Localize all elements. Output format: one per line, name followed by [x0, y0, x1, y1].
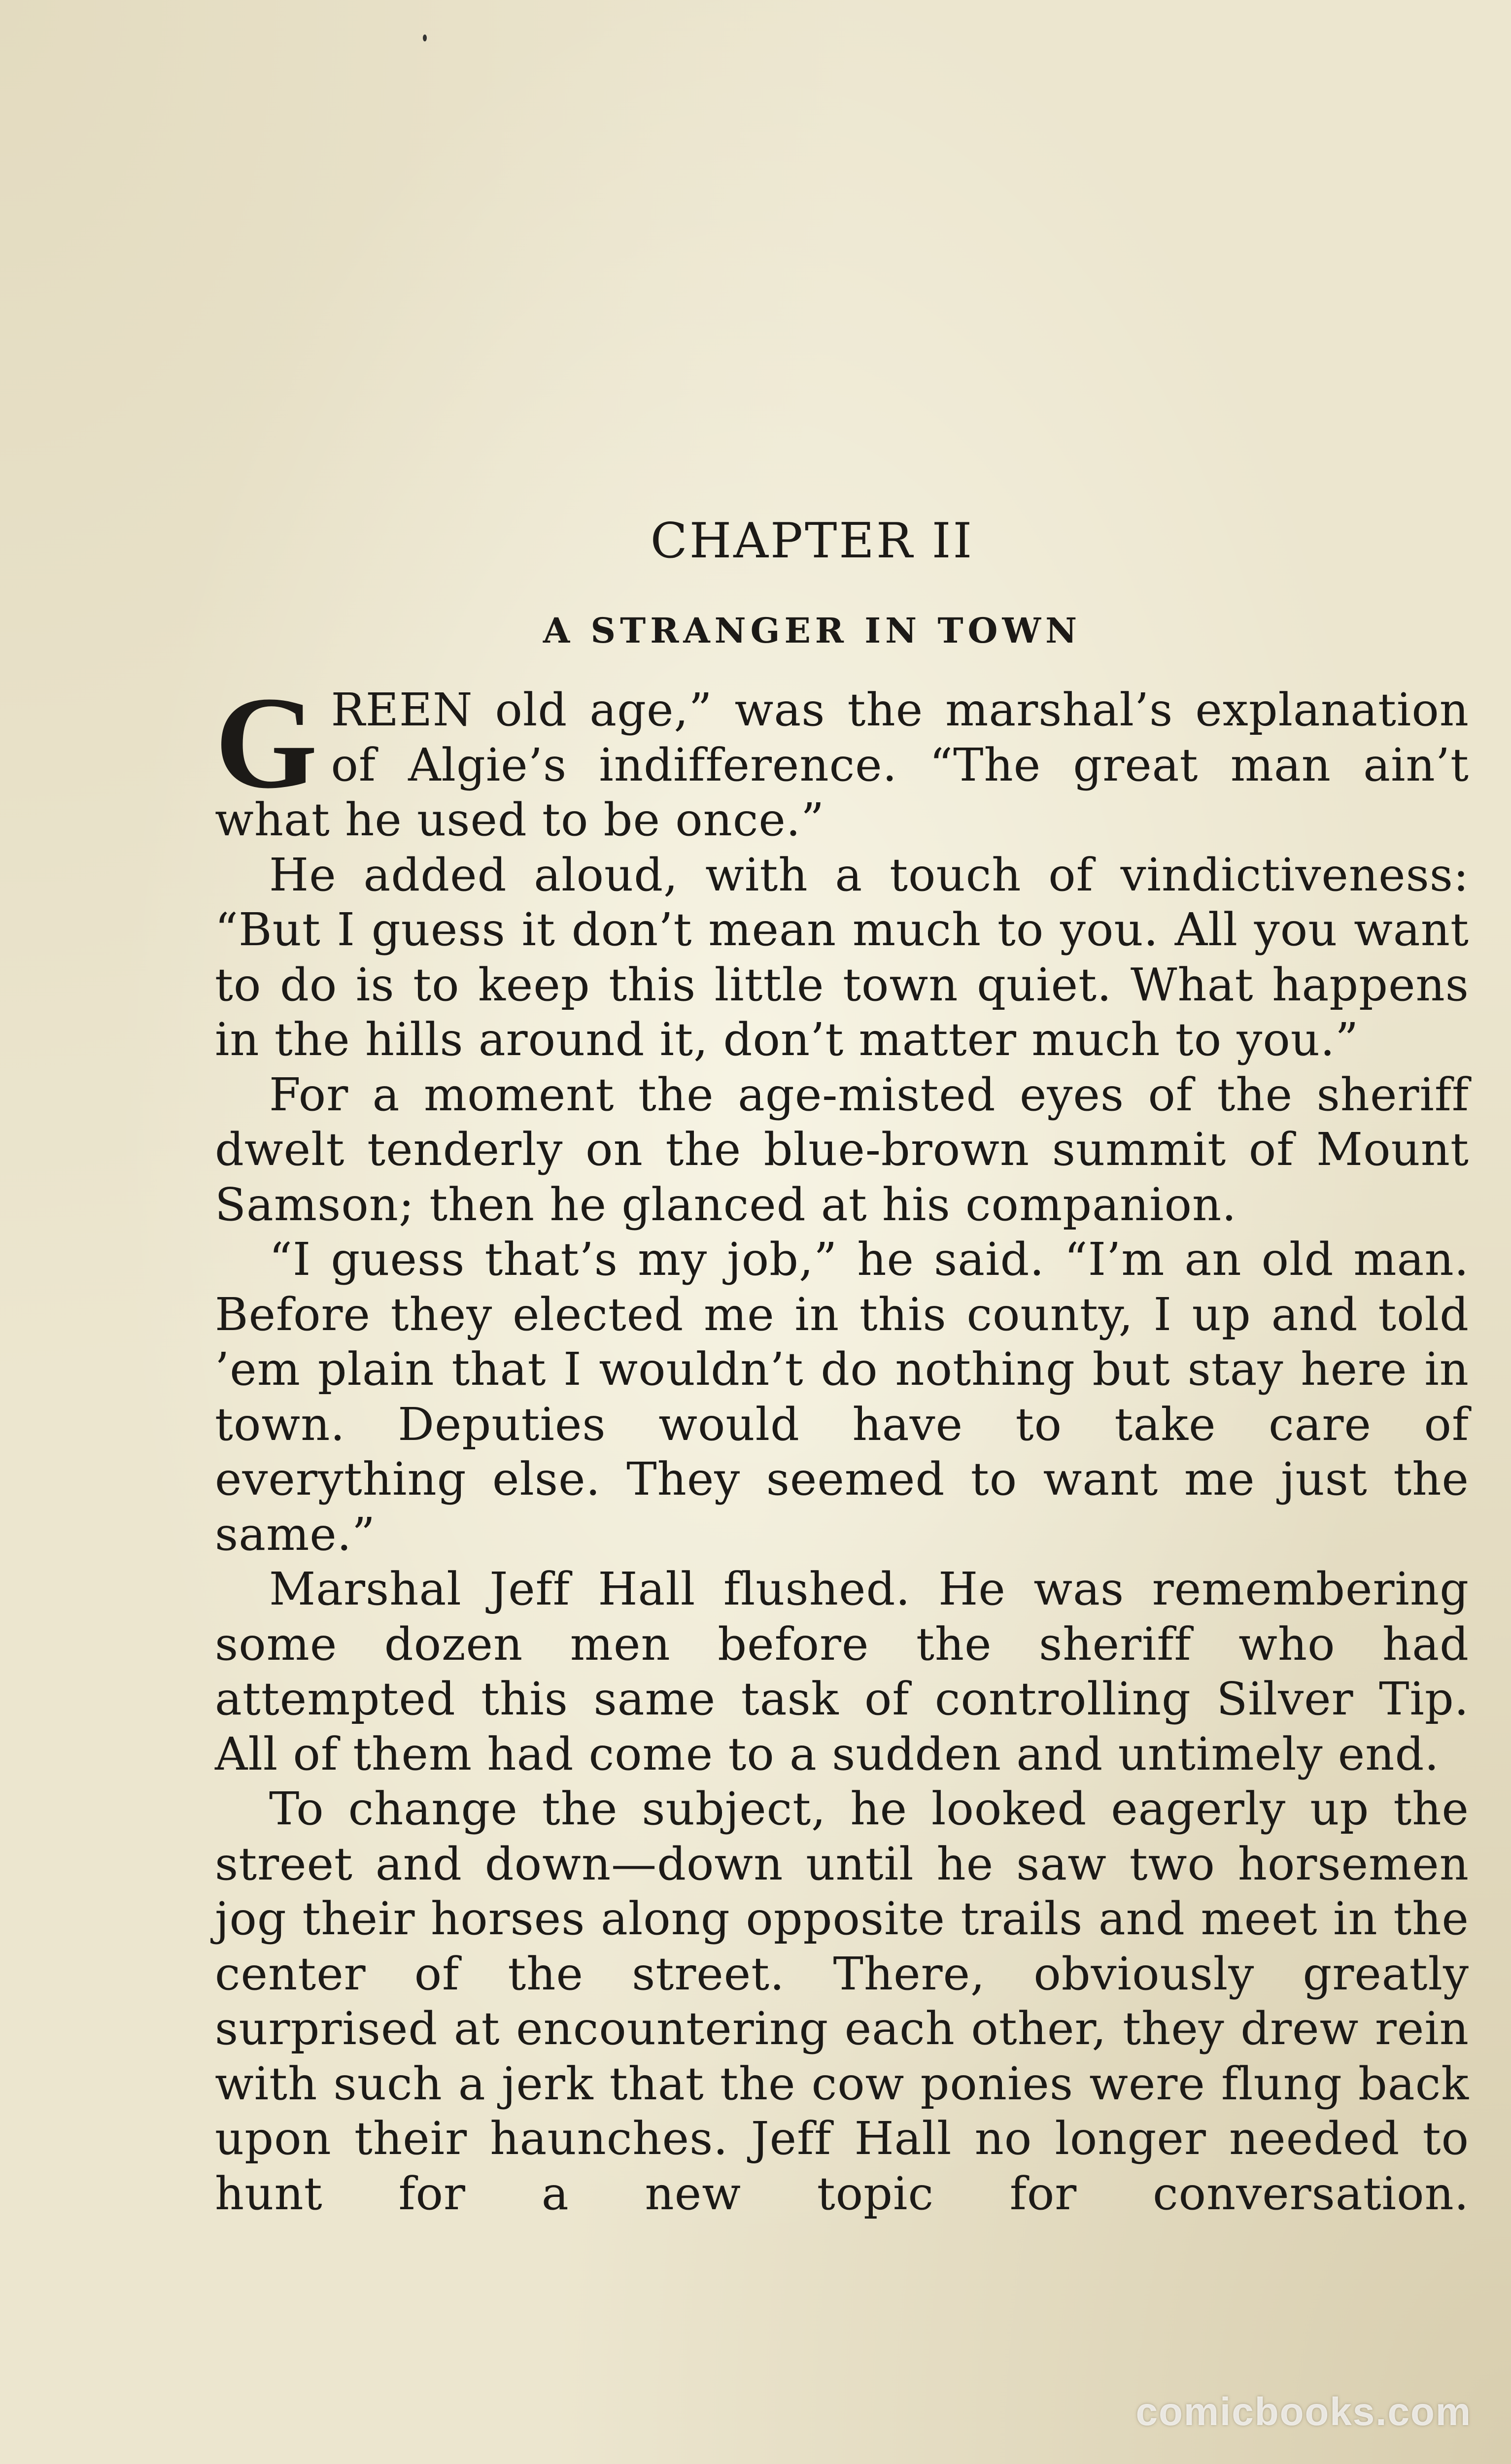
paragraph: “I guess that’s my job,” he said. “I’m an old man. Before they elected me in this county, I up and told ’em plain that I wouldn’t do nothing but stay here in town. Deputies would have to take care of everything else. They seemed to want me just the same.”: [215, 1233, 1469, 1561]
drop-cap: G: [215, 669, 318, 816]
paragraph: [215, 669, 1469, 848]
chapter-number: CHAPTER II: [650, 513, 974, 569]
paragraph-text: REEN old age,” was the marshal’s explanation of Algie’s indifference. “The great man ain’t what he used to be once.”: [215, 684, 1469, 846]
paragraph: For a moment the age-misted eyes of the sheriff dwelt tenderly on the blue-brown summit of Mount Samson; then he glanced at his companion.: [215, 1068, 1469, 1231]
paragraph: He added aloud, with a touch of vindictiveness: “But I guess it don’t mean much to you. All you want to do is to keep this little town quiet. What happens in the hills around it, don’t matter much to you.”: [215, 848, 1469, 1066]
chapter-title: A STRANGER IN TOWN: [543, 610, 1082, 651]
site-watermark: comicbooks.com: [1135, 2390, 1472, 2433]
ink-speck: [423, 34, 427, 41]
chapter-heading: [0, 513, 1511, 651]
chapter-body: [215, 669, 1469, 2221]
paragraph: To change the subject, he looked eagerly up the street and down—down until he saw two horsemen jog their horses along opposite trails and meet in the center of the street. There, obviously greatly surprised at encountering each other, they drew rein with such a jerk that the cow ponies were flung back upon their haunches. Jeff Hall no longer needed to hunt for a new topic for conversation.: [215, 1782, 1469, 2220]
paragraph: Marshal Jeff Hall flushed. He was remembering some dozen men before the sheriff who had attempted this same task of controlling Silver Tip. All of them had come to a sudden and untimely end.: [215, 1563, 1469, 1780]
